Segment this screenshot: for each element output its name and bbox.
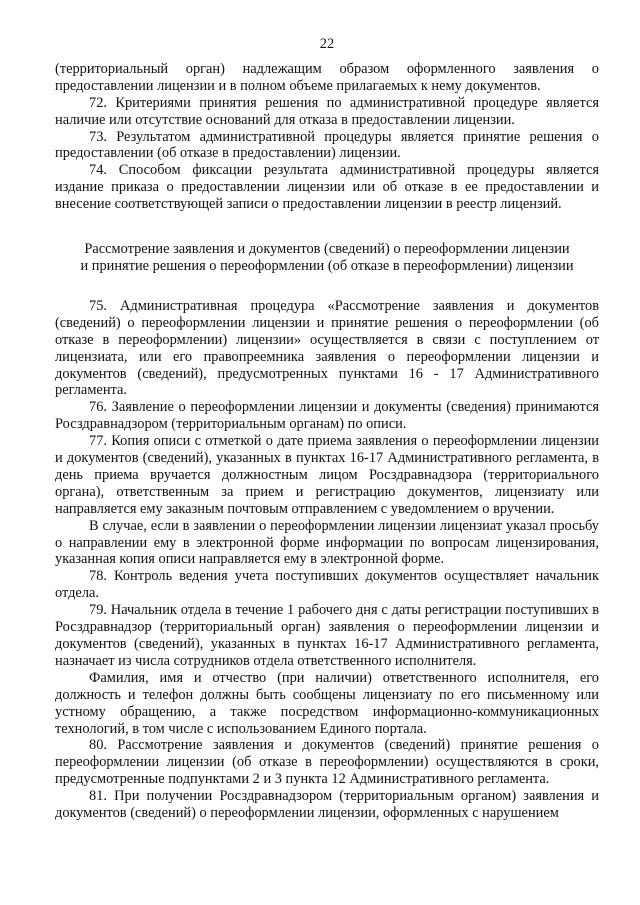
page-number: 22 xyxy=(319,36,335,52)
paragraph-72: 72. Критериями принятия решения по административной процедуре является наличие или отсутствие оснований для отказа в предоставлении лицензии. xyxy=(55,94,599,128)
paragraph-77-continuation: В случае, если в заявлении о переоформлении лицензии лицензиат указал просьбу о направлении ему в электронной форме информации по вопросам лицензирования, указанная копия описи направляется ему в электронной форме. xyxy=(55,517,599,568)
paragraph-75: 75. Административная процедура «Рассмотрение заявления и документов (сведений) о переоформлении лицензии и принятие решения о переоформлении (об отказе в переоформлении) лицензии» осуществляется в связи с поступлением от лицензиата, или его правопреемника заявления о переоформлении лицензии и документов (сведений), предусмотренных пунктами 16 - 17 Административного регламента. xyxy=(55,297,599,399)
paragraph-81: 81. При получении Росздравнадзором (территориальным органом) заявления и документов (сведений) о переоформлении лицензии, оформленных с нарушением xyxy=(55,788,599,822)
paragraph-74: 74. Способом фиксации результата административной процедуры является издание приказа о предоставлении лицензии или об отказе в ее предоставлении и внесение соответствующей записи о предоставлении лицензии в реестр лицензий. xyxy=(55,162,599,213)
section-heading-line-2: и принятие решения о переоформлении (об отказе в переоформлении) лицензии xyxy=(80,257,574,274)
paragraph-79-continuation: Фамилия, имя и отчество (при наличии) ответственного исполнителя, его должность и телефон должны быть сообщены лицензиату по его письменному или устному обращению, а также посредством информационно-коммуникационных технологий, в том числе с использованием Единого портала. xyxy=(55,669,599,737)
paragraph-79: 79. Начальник отдела в течение 1 рабочего дня с даты регистрации поступивших в Росздравнадзор (территориальный орган) заявления о переоформлении лицензии и документов (сведений), указанных в пунктах 16-17 Административного регламента, назначает из числа сотрудников отдела ответственного исполнителя. xyxy=(55,602,599,669)
paragraph-77: 77. Копия описи с отметкой о дате приема заявления о переоформлении лицензии и документов (сведений), указанных в пунктах 16-17 Административного регламента, в день приема вручается должностным лицом Росздравнадзора (территориального органа), ответственным за прием и регистрацию документов, лицензиату или направляется ему заказным почтовым отправлением с уведомлением о вручении. xyxy=(55,433,599,517)
paragraph-80: 80. Рассмотрение заявления и документов (сведений) принятие решения о переоформлении лицензии (об отказе в переоформлении) осуществляются в сроки, предусмотренные подпунктами 2 и 3 пункта 12 Административного регламента. xyxy=(55,737,599,788)
paragraph-78: 78. Контроль ведения учета поступивших документов осуществляет начальник отдела. xyxy=(55,568,599,602)
paragraph-76: 76. Заявление о переоформлении лицензии и документы (сведения) принимаются Росздравнадзором (территориальным органам) по описи. xyxy=(55,399,599,433)
document-page xyxy=(55,36,599,822)
section-heading-line-1: Рассмотрение заявления и документов (сведений) о переоформлении лицензии xyxy=(84,241,570,258)
paragraph-continuation: (территориальный орган) надлежащим образом оформленного заявления о предоставлении лицензии и в полном объеме прилагаемых к нему документов. xyxy=(55,60,599,94)
section-heading xyxy=(55,241,599,275)
paragraph-73: 73. Результатом административной процедуры является принятие решения о предоставлении (об отказе в предоставлении) лицензии. xyxy=(55,128,599,162)
